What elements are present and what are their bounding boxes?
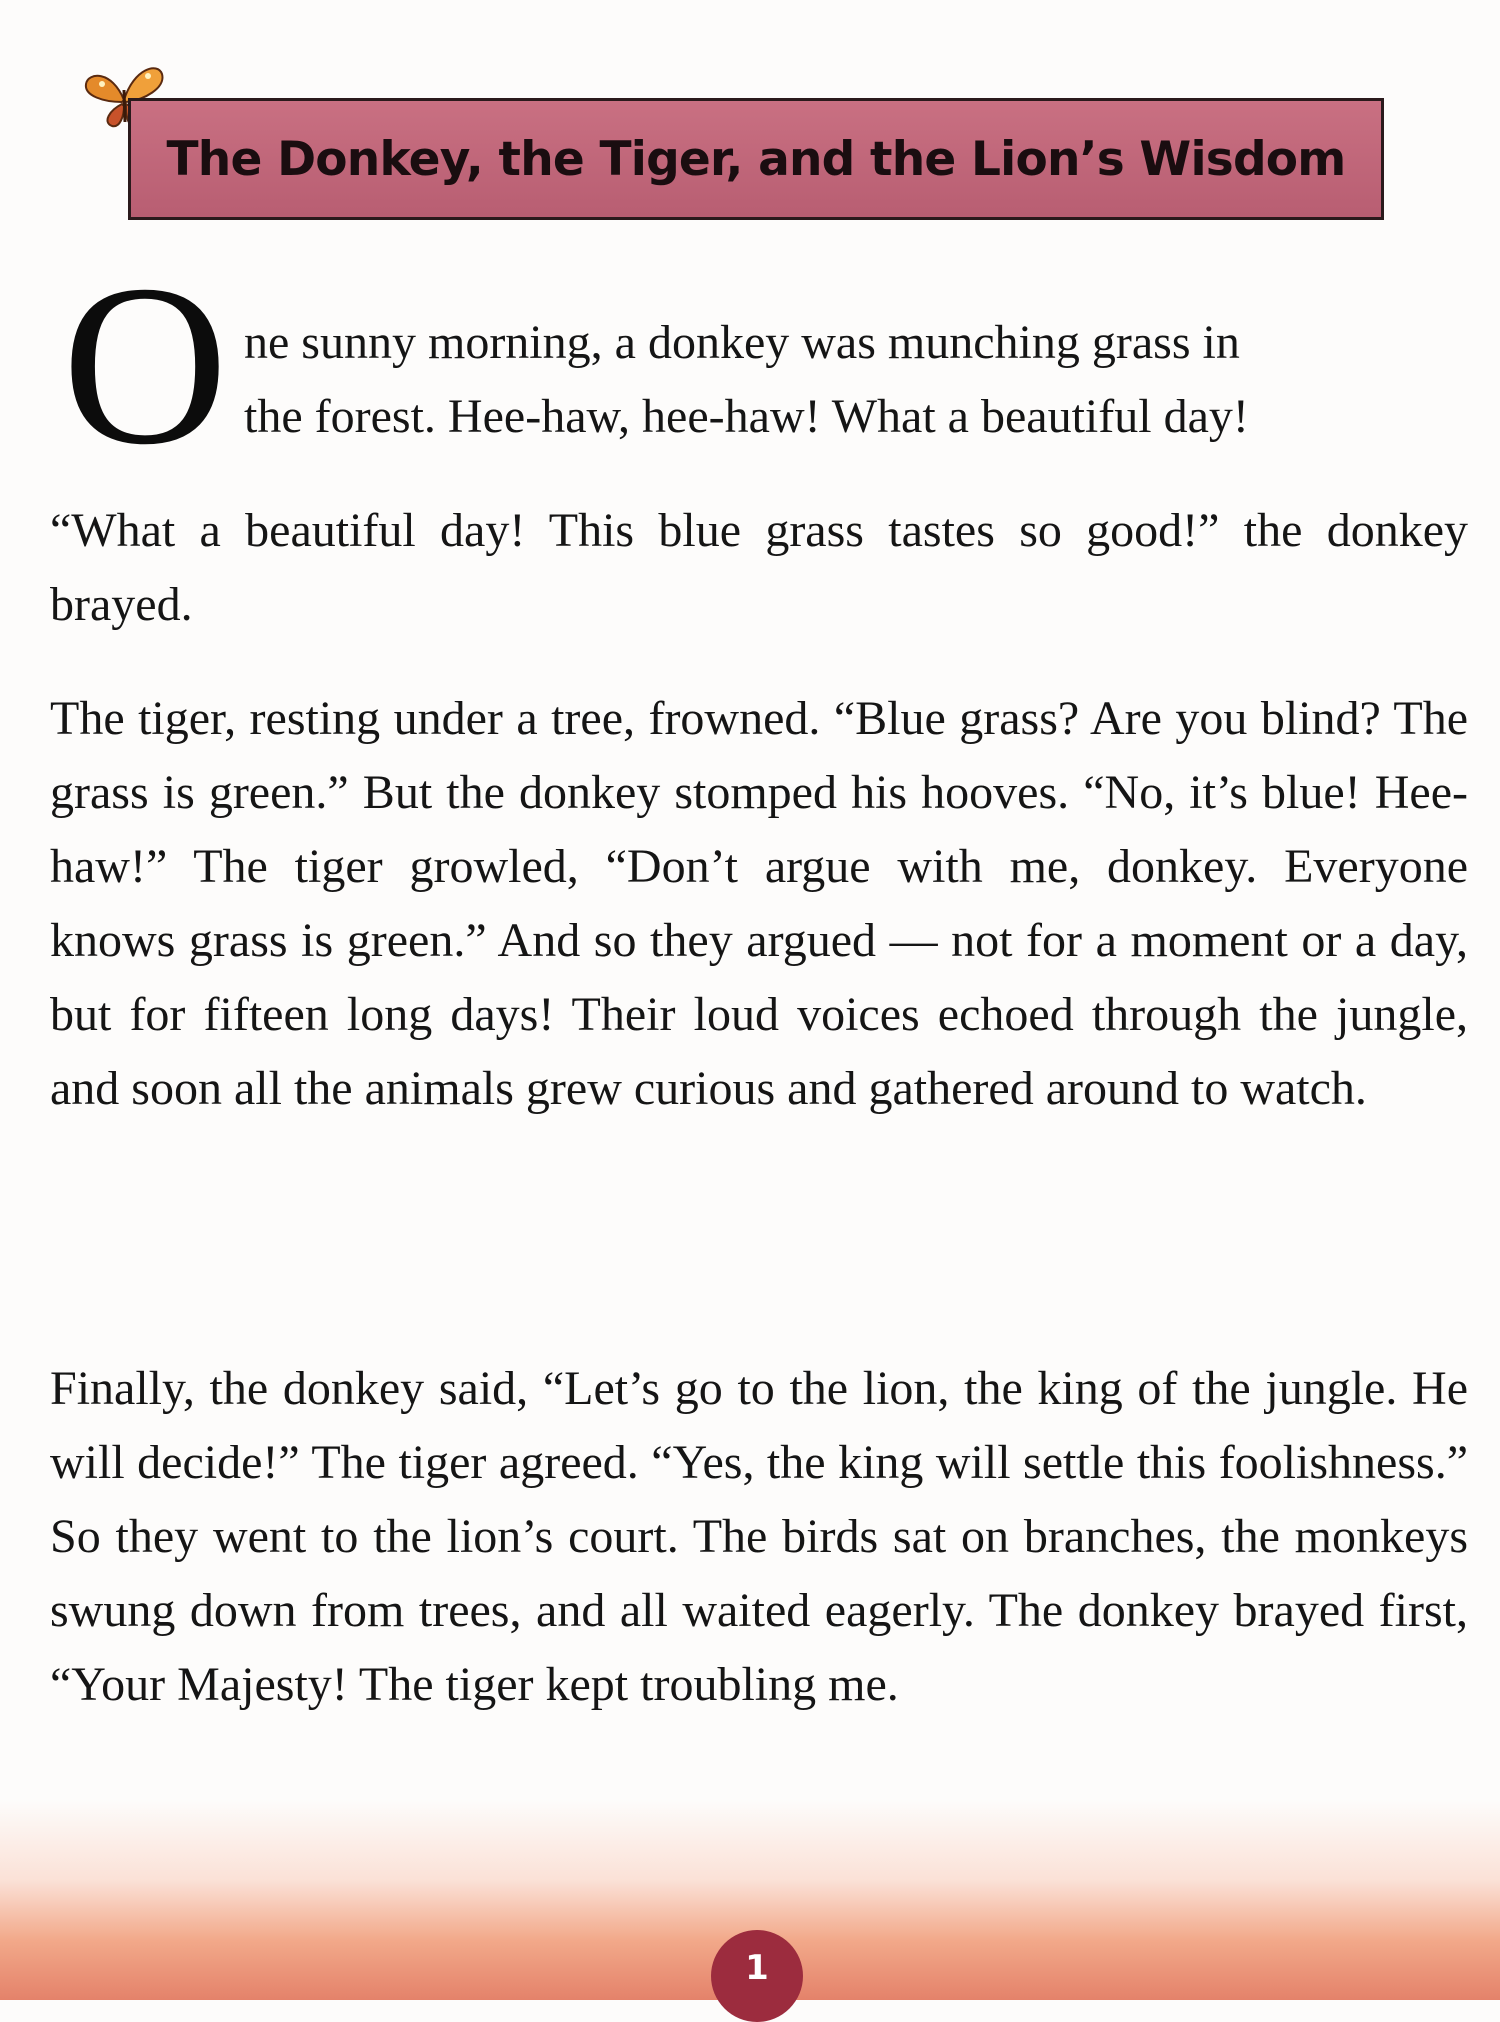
- paragraph-3-block: [50, 682, 1468, 1126]
- paragraph-4: Finally, the donkey said, “Let’s go to the lion, the king of the jungle. He will decide!” The tiger agreed. “Yes, the king will settle this foolishness.” So they went to the lion’s court. The birds sat on branches, the monkeys swung down from trees, and all waited eagerly. The donkey brayed first, “Your Majesty! The tiger kept troubling me.: [50, 1362, 1468, 1711]
- title-banner: [128, 98, 1384, 220]
- story-title: The Donkey, the Tiger, and the Lion’s Wisdom: [166, 131, 1346, 187]
- page-number-badge: [711, 1930, 803, 2022]
- paragraph-4-block: [50, 1352, 1468, 1722]
- paragraph-2: “What a beautiful day! This blue grass tastes so good!” the donkey brayed.: [50, 504, 1468, 631]
- paragraph-3: The tiger, resting under a tree, frowned. “Blue grass? Are you blind? The grass is green.” But the donkey stomped his hooves. “No, it’s blue! Hee-haw!” The tiger growled, “Don’t argue with me, donkey. Everyone knows grass is green.” And so they argued — not for a moment or a day, but for fifteen long days! Their loud voices echoed through the jungle, and soon all the animals grew curious and gathered around to watch.: [50, 692, 1468, 1115]
- paragraph-1-line: ne sunny morning, a donkey was munching grass in: [244, 316, 1240, 369]
- drop-cap: O: [62, 237, 229, 492]
- page-number: 1: [745, 1948, 769, 1988]
- paragraph-2-block: [50, 494, 1468, 642]
- paragraph-1: [244, 306, 1468, 454]
- paragraph-1-line: the forest. Hee-haw, hee-haw! What a beautiful day!: [244, 390, 1249, 443]
